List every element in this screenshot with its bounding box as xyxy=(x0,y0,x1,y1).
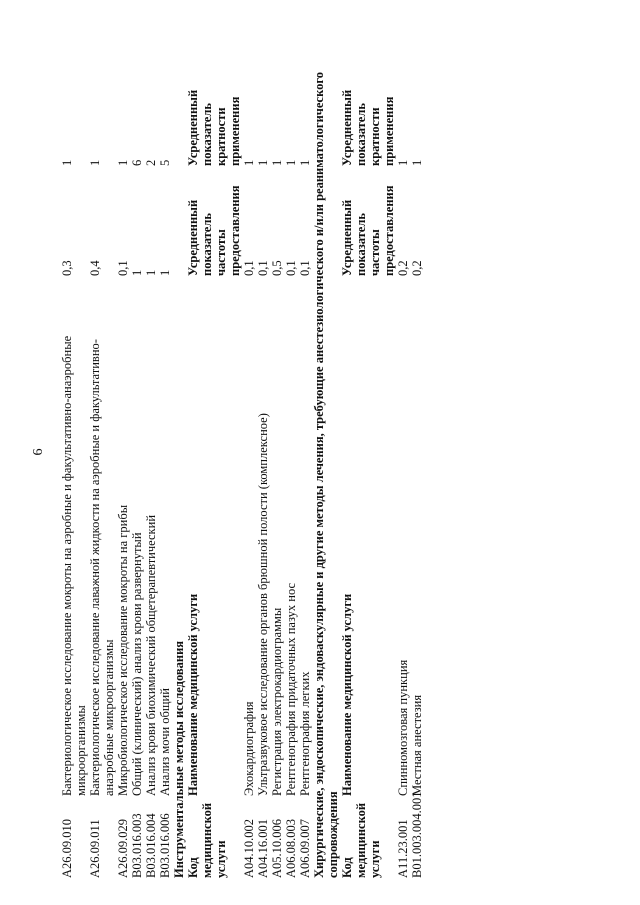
service-name: Бактериологическое исследование лаважной жидкости на аэробные и факультативно-анаэробные микроорганизмы xyxy=(88,339,116,796)
table-row xyxy=(158,60,172,880)
service-multiplicity: 1 xyxy=(116,159,130,166)
service-multiplicity: 1 xyxy=(284,159,298,166)
header-name: Наименование медицинской услуги xyxy=(186,593,200,796)
service-frequency: 0,1 xyxy=(256,260,270,276)
table-row xyxy=(256,60,270,880)
service-multiplicity: 1 xyxy=(410,159,424,166)
header-name: Наименование медицинской услуги xyxy=(340,593,354,796)
service-name: Рентгенография легких xyxy=(298,671,312,796)
rotated-page xyxy=(60,60,520,880)
header-code: Код медицинской услуги xyxy=(186,802,228,878)
header-multiplicity: Усредненный показатель кратности применения xyxy=(186,89,242,166)
service-code: A26.09.011 xyxy=(88,819,102,878)
table-row xyxy=(116,60,130,880)
service-frequency: 0,2 xyxy=(396,260,410,276)
service-multiplicity: 1 xyxy=(60,159,74,166)
service-multiplicity: 1 xyxy=(298,159,312,166)
service-code: A11.23.001 xyxy=(396,819,410,878)
header-multiplicity: Усредненный показатель кратности применения xyxy=(340,89,396,166)
service-code: A05.10.006 xyxy=(270,818,284,878)
service-code: B03.016.004 xyxy=(144,813,158,878)
table-row xyxy=(410,60,424,880)
service-name: Регистрация электрокардиограммы xyxy=(270,607,284,796)
table-header-row xyxy=(340,60,396,880)
section-heading-row xyxy=(312,60,340,880)
service-code: B01.003.004.001 xyxy=(410,791,424,878)
service-frequency: 1 xyxy=(158,269,172,276)
service-frequency: 0,2 xyxy=(410,260,424,276)
service-multiplicity: 1 xyxy=(242,159,256,166)
service-name: Бактериологическое исследование мокроты на аэробные и факультативно-анаэробные микроорганизмы xyxy=(60,335,88,796)
service-name: Анализ крови биохимический общетерапевтический xyxy=(144,514,158,796)
table-row xyxy=(284,60,298,880)
service-name: Анализ мочи общий xyxy=(158,688,172,796)
service-frequency: 1 xyxy=(144,269,158,276)
service-multiplicity: 1 xyxy=(270,159,284,166)
section-heading-row xyxy=(172,60,186,880)
service-code: A26.09.029 xyxy=(116,818,130,878)
service-name: Спинномозговая пункция xyxy=(396,659,410,796)
header-frequency: Усредненный показатель частоты предоставления xyxy=(186,185,242,276)
service-multiplicity: 6 xyxy=(130,159,144,166)
table-row xyxy=(242,60,256,880)
service-frequency: 0,1 xyxy=(298,260,312,276)
page-number: 6 xyxy=(31,448,46,456)
header-frequency: Усредненный показатель частоты предоставления xyxy=(340,185,396,276)
services-table xyxy=(60,60,424,880)
section-instrumental-title: Инструментальные методы исследования xyxy=(172,640,186,878)
table-row xyxy=(396,60,410,880)
service-frequency: 0,1 xyxy=(116,260,130,276)
table-row xyxy=(298,60,312,880)
service-multiplicity: 1 xyxy=(256,159,270,166)
table-row xyxy=(88,60,116,880)
service-code: A04.16.001 xyxy=(256,818,270,878)
service-frequency: 0,1 xyxy=(242,260,256,276)
service-code: A26.09.010 xyxy=(60,818,74,878)
service-name: Ультразвуковое исследование органов брюшной полости (комплексное) xyxy=(256,413,270,796)
service-frequency: 0,5 xyxy=(270,260,284,276)
table-row xyxy=(130,60,144,880)
header-code: Код медицинской услуги xyxy=(340,802,382,878)
service-frequency: 1 xyxy=(130,269,144,276)
service-code: A06.09.007 xyxy=(298,818,312,878)
service-name: Общий (клинический) анализ крови развернутый xyxy=(130,532,144,796)
table-row xyxy=(144,60,158,880)
service-code: A06.08.003 xyxy=(284,818,298,878)
table-header-row xyxy=(186,60,242,880)
service-name: Эхокардиография xyxy=(242,701,256,796)
service-code: B03.016.003 xyxy=(130,813,144,878)
service-multiplicity: 1 xyxy=(88,159,102,166)
service-multiplicity: 2 xyxy=(144,159,158,166)
service-code: B03.016.006 xyxy=(158,813,172,878)
section-surgical-title: Хирургические, эндоскопические, эндоваскулярные и другие методы лечения, требующие анестезиологического и/или реаниматологического сопровождения xyxy=(312,72,340,878)
service-name: Рентгенография придаточных пазух нос xyxy=(284,582,298,796)
service-code: A04.10.002 xyxy=(242,818,256,878)
service-frequency: 0,4 xyxy=(88,260,102,276)
table-row xyxy=(270,60,284,880)
service-multiplicity: 1 xyxy=(396,159,410,166)
service-multiplicity: 5 xyxy=(158,159,172,166)
table-row xyxy=(60,60,88,880)
service-name: Микробиологическое исследование мокроты на грибы xyxy=(116,504,130,796)
service-frequency: 0,1 xyxy=(284,260,298,276)
service-frequency: 0,3 xyxy=(60,260,74,276)
service-name: Местная анестезия xyxy=(410,694,424,796)
